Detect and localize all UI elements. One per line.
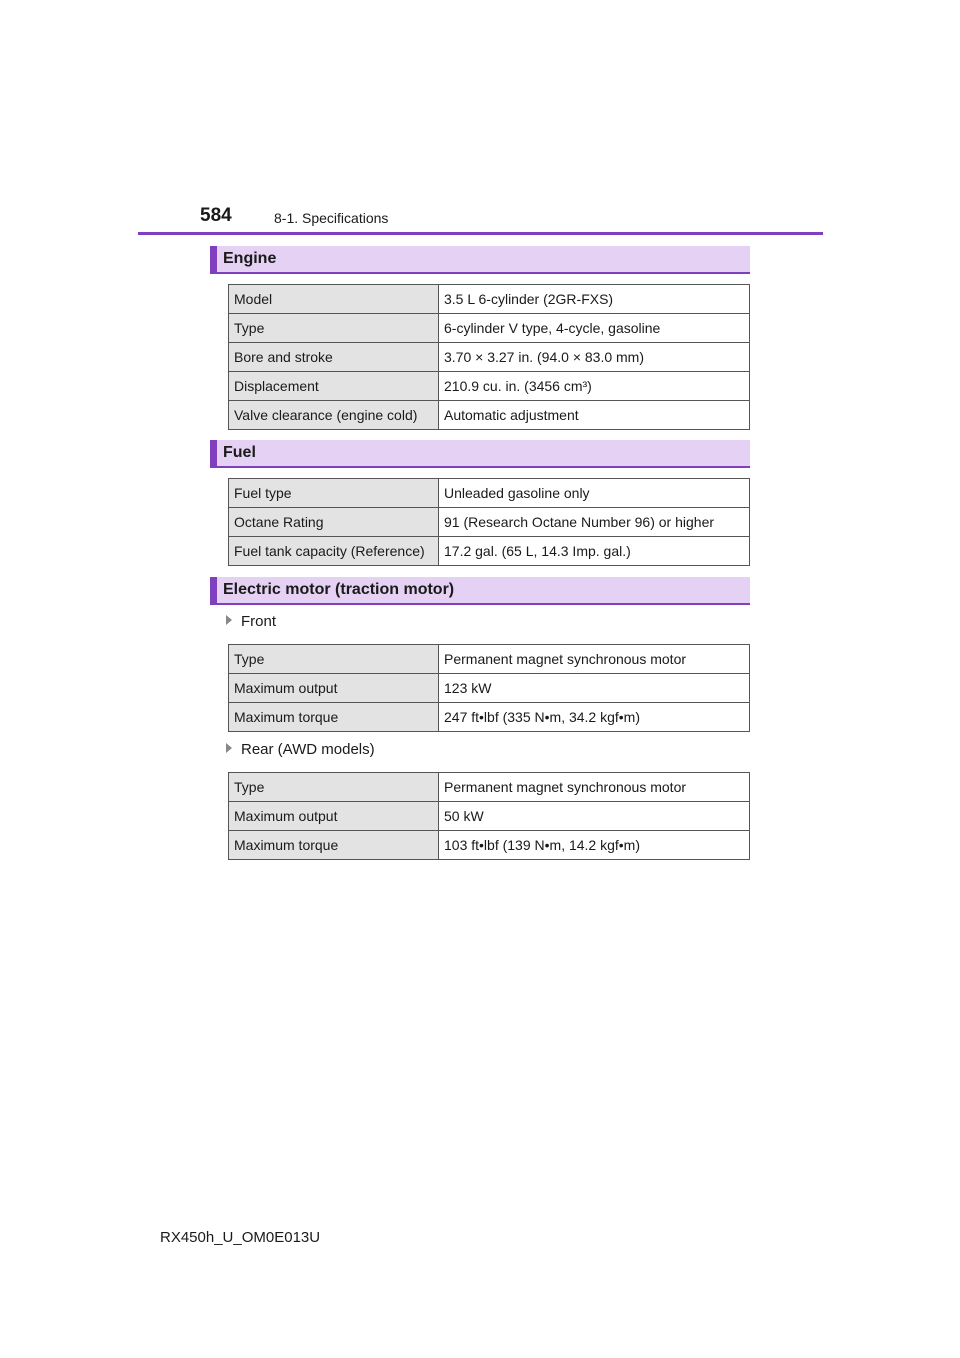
rear-subheading-text: Rear (AWD models) bbox=[241, 741, 375, 758]
table-row bbox=[229, 401, 750, 430]
row-value: Permanent magnet synchronous motor bbox=[439, 773, 750, 802]
front-subheading bbox=[226, 613, 276, 630]
row-label: Fuel tank capacity (Reference) bbox=[229, 537, 439, 566]
engine-heading: Engine bbox=[210, 246, 750, 274]
row-value: 247 ft•lbf (335 N•m, 34.2 kgf•m) bbox=[439, 703, 750, 732]
triangle-bullet-icon bbox=[226, 743, 232, 753]
header-rule bbox=[138, 232, 823, 235]
row-label: Type bbox=[229, 773, 439, 802]
table-row bbox=[229, 831, 750, 860]
row-value: 50 kW bbox=[439, 802, 750, 831]
row-value: Permanent magnet synchronous motor bbox=[439, 645, 750, 674]
row-label: Fuel type bbox=[229, 479, 439, 508]
motor-heading: Electric motor (traction motor) bbox=[210, 577, 750, 605]
row-value: 3.70 × 3.27 in. (94.0 × 83.0 mm) bbox=[439, 343, 750, 372]
row-value: 210.9 cu. in. (3456 cm³) bbox=[439, 372, 750, 401]
row-label: Octane Rating bbox=[229, 508, 439, 537]
document-code: RX450h_U_OM0E013U bbox=[160, 1229, 321, 1246]
table-row bbox=[229, 802, 750, 831]
triangle-bullet-icon bbox=[226, 615, 232, 625]
table-row bbox=[229, 773, 750, 802]
table-row bbox=[229, 372, 750, 401]
row-value: 17.2 gal. (65 L, 14.3 Imp. gal.) bbox=[439, 537, 750, 566]
fuel-table bbox=[228, 478, 750, 566]
row-value: 6-cylinder V type, 4-cycle, gasoline bbox=[439, 314, 750, 343]
row-label: Type bbox=[229, 645, 439, 674]
table-row bbox=[229, 479, 750, 508]
table-row bbox=[229, 537, 750, 566]
row-label: Maximum output bbox=[229, 802, 439, 831]
table-row bbox=[229, 343, 750, 372]
table-row bbox=[229, 285, 750, 314]
row-label: Type bbox=[229, 314, 439, 343]
table-row bbox=[229, 508, 750, 537]
row-label: Displacement bbox=[229, 372, 439, 401]
row-label: Maximum torque bbox=[229, 831, 439, 860]
table-row bbox=[229, 703, 750, 732]
page-header bbox=[138, 202, 823, 236]
row-value: 91 (Research Octane Number 96) or higher bbox=[439, 508, 750, 537]
row-label: Bore and stroke bbox=[229, 343, 439, 372]
table-row bbox=[229, 674, 750, 703]
rear-subheading bbox=[226, 741, 375, 758]
row-label: Valve clearance (engine cold) bbox=[229, 401, 439, 430]
row-value: 3.5 L 6-cylinder (2GR-FXS) bbox=[439, 285, 750, 314]
row-label: Maximum output bbox=[229, 674, 439, 703]
row-value: 123 kW bbox=[439, 674, 750, 703]
front-motor-table bbox=[228, 644, 750, 732]
section-title: 8-1. Specifications bbox=[274, 210, 389, 226]
row-label: Model bbox=[229, 285, 439, 314]
rear-motor-table bbox=[228, 772, 750, 860]
row-value: Unleaded gasoline only bbox=[439, 479, 750, 508]
table-row bbox=[229, 314, 750, 343]
engine-table bbox=[228, 284, 750, 430]
fuel-heading: Fuel bbox=[210, 440, 750, 468]
row-value: 103 ft•lbf (139 N•m, 14.2 kgf•m) bbox=[439, 831, 750, 860]
page-number: 584 bbox=[200, 205, 232, 226]
row-value: Automatic adjustment bbox=[439, 401, 750, 430]
row-label: Maximum torque bbox=[229, 703, 439, 732]
front-subheading-text: Front bbox=[241, 613, 277, 630]
table-row bbox=[229, 645, 750, 674]
